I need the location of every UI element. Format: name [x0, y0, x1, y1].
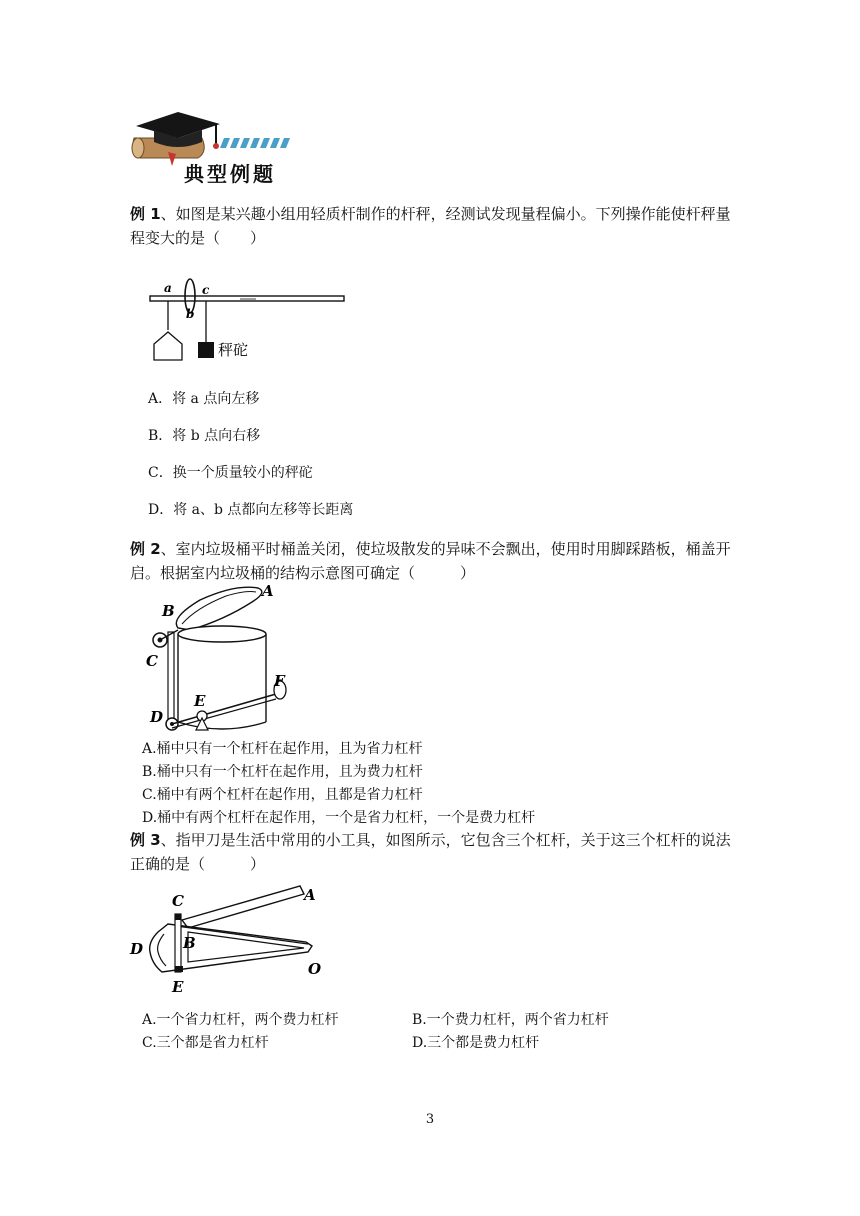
point-o-label: O — [308, 960, 322, 978]
question-3-option-c: C.三个都是省力杠杆 — [142, 1035, 269, 1051]
question-2-line2: 启。根据室内垃圾桶的结构示意图可确定（ ） — [130, 564, 476, 582]
point-d-label: D — [150, 708, 164, 726]
question-3-option-b: B.一个费力杠杆，两个省力杠杆 — [412, 1012, 609, 1028]
question-3-line1: 、指甲刀是生活中常用的小工具，如图所示，它包含三个杠杆，关于这三个杠杆的说法 — [160, 831, 731, 849]
nail-clipper-figure — [128, 880, 338, 998]
point-b-label: B — [162, 602, 175, 620]
point-a-label: A — [262, 582, 274, 600]
question-2-label: 例 2 — [130, 540, 161, 558]
point-c-label: C — [172, 892, 184, 910]
point-e-label: E — [172, 978, 184, 996]
point-d-label: D — [130, 940, 144, 958]
point-a-label: A — [304, 886, 316, 904]
question-2-option-d: D.桶中有两个杠杆在起作用，一个是省力杠杆，一个是费力杠杆 — [142, 810, 536, 826]
point-e-label: E — [194, 692, 206, 710]
question-1-option-b: B．将 b 点向右移 — [148, 428, 261, 444]
point-b-label: b — [186, 307, 195, 321]
question-2-option-c: C.桶中有两个杠杆在起作用，且都是省力杠杆 — [142, 787, 423, 803]
question-2-option-b: B.桶中只有一个杠杆在起作用，且为费力杠杆 — [142, 764, 423, 780]
question-1-label: 例 1 — [130, 205, 161, 223]
question-1-option-a: A．将 a 点向左移 — [148, 391, 260, 407]
point-c-label: c — [202, 283, 210, 297]
weight-label: 秤砣 — [218, 341, 249, 359]
point-c-label: C — [146, 652, 158, 670]
question-3-line2: 正确的是（ ） — [130, 855, 266, 873]
question-1-option-c: C．换一个质量较小的秤砣 — [148, 465, 313, 481]
question-1-line2: 程变大的是（ ） — [130, 229, 266, 247]
question-2-line1: 、室内垃圾桶平时桶盖关闭，使垃圾散发的异味不会飘出，使用时用脚踩踏板，桶盖开 — [160, 540, 731, 558]
question-3-text — [130, 828, 731, 852]
question-3-option-a: A.一个省力杠杆，两个费力杠杆 — [142, 1012, 339, 1028]
section-banner — [128, 108, 298, 188]
point-f-label: F — [274, 672, 285, 690]
steelyard-figure — [140, 262, 355, 372]
point-b-label: B — [183, 934, 196, 952]
question-3-option-d: D.三个都是费力杠杆 — [412, 1035, 540, 1051]
question-1-option-d: D．将 a、b 点都向左移等长距离 — [148, 502, 354, 518]
trash-bin-figure — [140, 578, 310, 738]
question-1-text — [130, 202, 731, 226]
banner-title: 典型例题 — [184, 162, 276, 186]
page-number: 3 — [425, 1112, 435, 1127]
question-3-label: 例 3 — [130, 831, 161, 849]
question-1-line1: 、如图是某兴趣小组用轻质杆制作的杆秤，经测试发现量程偏小。下列操作能使杆秤量 — [160, 205, 731, 223]
question-2-option-a: A.桶中只有一个杠杆在起作用，且为省力杠杆 — [142, 741, 423, 757]
point-a-label: a — [164, 281, 172, 295]
question-2-text — [130, 537, 731, 561]
